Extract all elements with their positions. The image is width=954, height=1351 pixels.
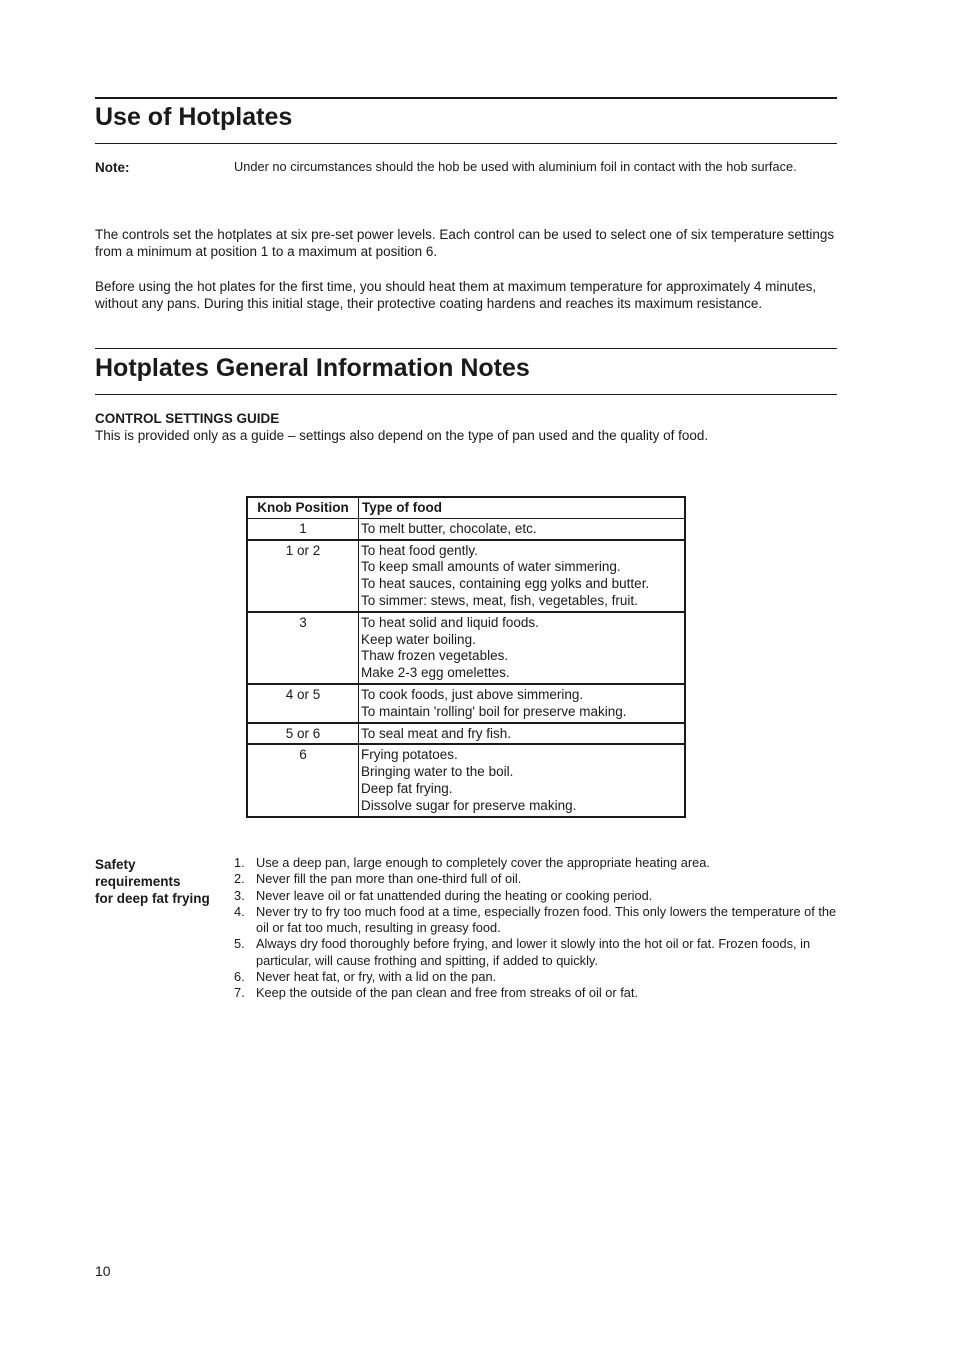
intro-paragraph-1: The controls set the hotplates at six pre-set power levels. Each control can be used to select one of six temperature settings from a minimum at position 1 to a maximum at position 6. [95, 227, 835, 259]
food-cell [359, 723, 686, 745]
safety-list [234, 855, 844, 1002]
safety-item-text: Never try to fry too much food at a time, especially frozen food. This only lowers the temperature of the oil or fat too much, resulting in greasy food. [256, 903, 837, 936]
safety-label-line: Safety [95, 857, 136, 872]
header-type-of-food: Type of food [359, 497, 686, 518]
safety-item-number: 3. [234, 887, 245, 903]
food-cell [359, 518, 686, 539]
safety-item-number: 2. [234, 871, 245, 887]
safety-item [234, 888, 844, 904]
knob-position-cell: 1 [247, 518, 359, 539]
food-line: To heat food gently. [361, 542, 478, 558]
safety-item-text: Never leave oil or fat unattended during the heating or cooking period. [256, 887, 653, 903]
safety-item-text: Keep the outside of the pan clean and free from streaks of oil or fat. [256, 985, 639, 1001]
table-body [247, 518, 685, 816]
food-line: To melt butter, chocolate, etc. [361, 520, 537, 536]
safety-item [234, 969, 844, 985]
food-line: Frying potatoes. [361, 747, 458, 763]
section1-top-rule [95, 97, 837, 99]
safety-item [234, 871, 844, 887]
safety-label-line: for deep fat frying [95, 891, 210, 906]
table-row [247, 518, 685, 539]
food-line: To seal meat and fry fish. [361, 725, 512, 741]
control-settings-intro: This is provided only as a guide – settings also depend on the type of pan used and the quality of food. [95, 428, 709, 443]
knob-position-cell: 6 [247, 744, 359, 816]
food-cell [359, 612, 686, 684]
safety-label [95, 856, 225, 907]
food-line: To cook foods, just above simmering. [361, 686, 584, 702]
safety-label-line: requirements [95, 874, 181, 889]
safety-item [234, 985, 844, 1001]
safety-item-text: Use a deep pan, large enough to completely cover the appropriate heating area. [256, 855, 710, 870]
table-row [247, 744, 685, 816]
section1-bottom-rule [95, 143, 837, 144]
note-text: Under no circumstances should the hob be used with aluminium foil in contact with the hob surface. [234, 159, 797, 174]
safety-item-text: Never heat fat, or fry, with a lid on the pan. [256, 969, 497, 985]
food-line: To maintain 'rolling' boil for preserve making. [361, 703, 627, 719]
safety-item-text: Never fill the pan more than one-third full of oil. [256, 871, 522, 887]
safety-item [234, 855, 844, 871]
section2-top-rule [95, 348, 837, 349]
table-header-row [247, 497, 685, 518]
knob-position-cell: 4 or 5 [247, 684, 359, 723]
food-cell [359, 744, 686, 816]
safety-item-number: 1. [234, 855, 245, 870]
safety-item [234, 904, 844, 937]
control-settings-heading: CONTROL SETTINGS GUIDE [95, 411, 280, 426]
safety-item-number: 4. [234, 903, 245, 919]
food-line: Thaw frozen vegetables. [361, 648, 509, 664]
header-knob-position: Knob Position [247, 497, 359, 518]
page-number: 10 [95, 1263, 111, 1279]
knob-position-cell: 5 or 6 [247, 723, 359, 745]
food-line: Keep water boiling. [361, 631, 476, 647]
food-line: To keep small amounts of water simmering. [361, 559, 621, 575]
food-line: To heat sauces, containing egg yolks and butter. [361, 576, 650, 592]
food-line: To simmer: stews, meat, fish, vegetables, fruit. [361, 592, 638, 608]
table-row [247, 612, 685, 684]
food-line: Deep fat frying. [361, 780, 453, 796]
safety-item-number: 5. [234, 936, 245, 952]
table-row [247, 540, 685, 612]
safety-item [234, 936, 844, 969]
section1-title: Use of Hotplates [95, 103, 293, 131]
food-line: Bringing water to the boil. [361, 764, 514, 780]
knob-position-cell: 3 [247, 612, 359, 684]
table-row [247, 684, 685, 723]
note-label: Note: [95, 160, 130, 175]
food-line: To heat solid and liquid foods. [361, 614, 539, 630]
control-settings-table [246, 496, 686, 818]
safety-item-number: 7. [234, 985, 245, 1001]
safety-item-text: Always dry food thoroughly before frying, and lower it slowly into the hot oil or fat. Frozen foods, in particular, will cause frothing and spitting, if added to quickly. [256, 936, 811, 968]
safety-item-number: 6. [234, 969, 245, 985]
food-cell [359, 684, 686, 723]
section2-title: Hotplates General Information Notes [95, 354, 530, 382]
section2-bottom-rule [95, 394, 837, 395]
intro-paragraph-2: Before using the hot plates for the first time, you should heat them at maximum temperature for approximately 4 minutes, without any pans. During this initial stage, their protective coating hardens and reaches its maximum resistance. [95, 279, 817, 311]
food-cell [359, 540, 686, 612]
table-row [247, 723, 685, 745]
knob-position-cell: 1 or 2 [247, 540, 359, 612]
food-line: Make 2-3 egg omelettes. [361, 665, 510, 681]
food-line: Dissolve sugar for preserve making. [361, 797, 577, 813]
